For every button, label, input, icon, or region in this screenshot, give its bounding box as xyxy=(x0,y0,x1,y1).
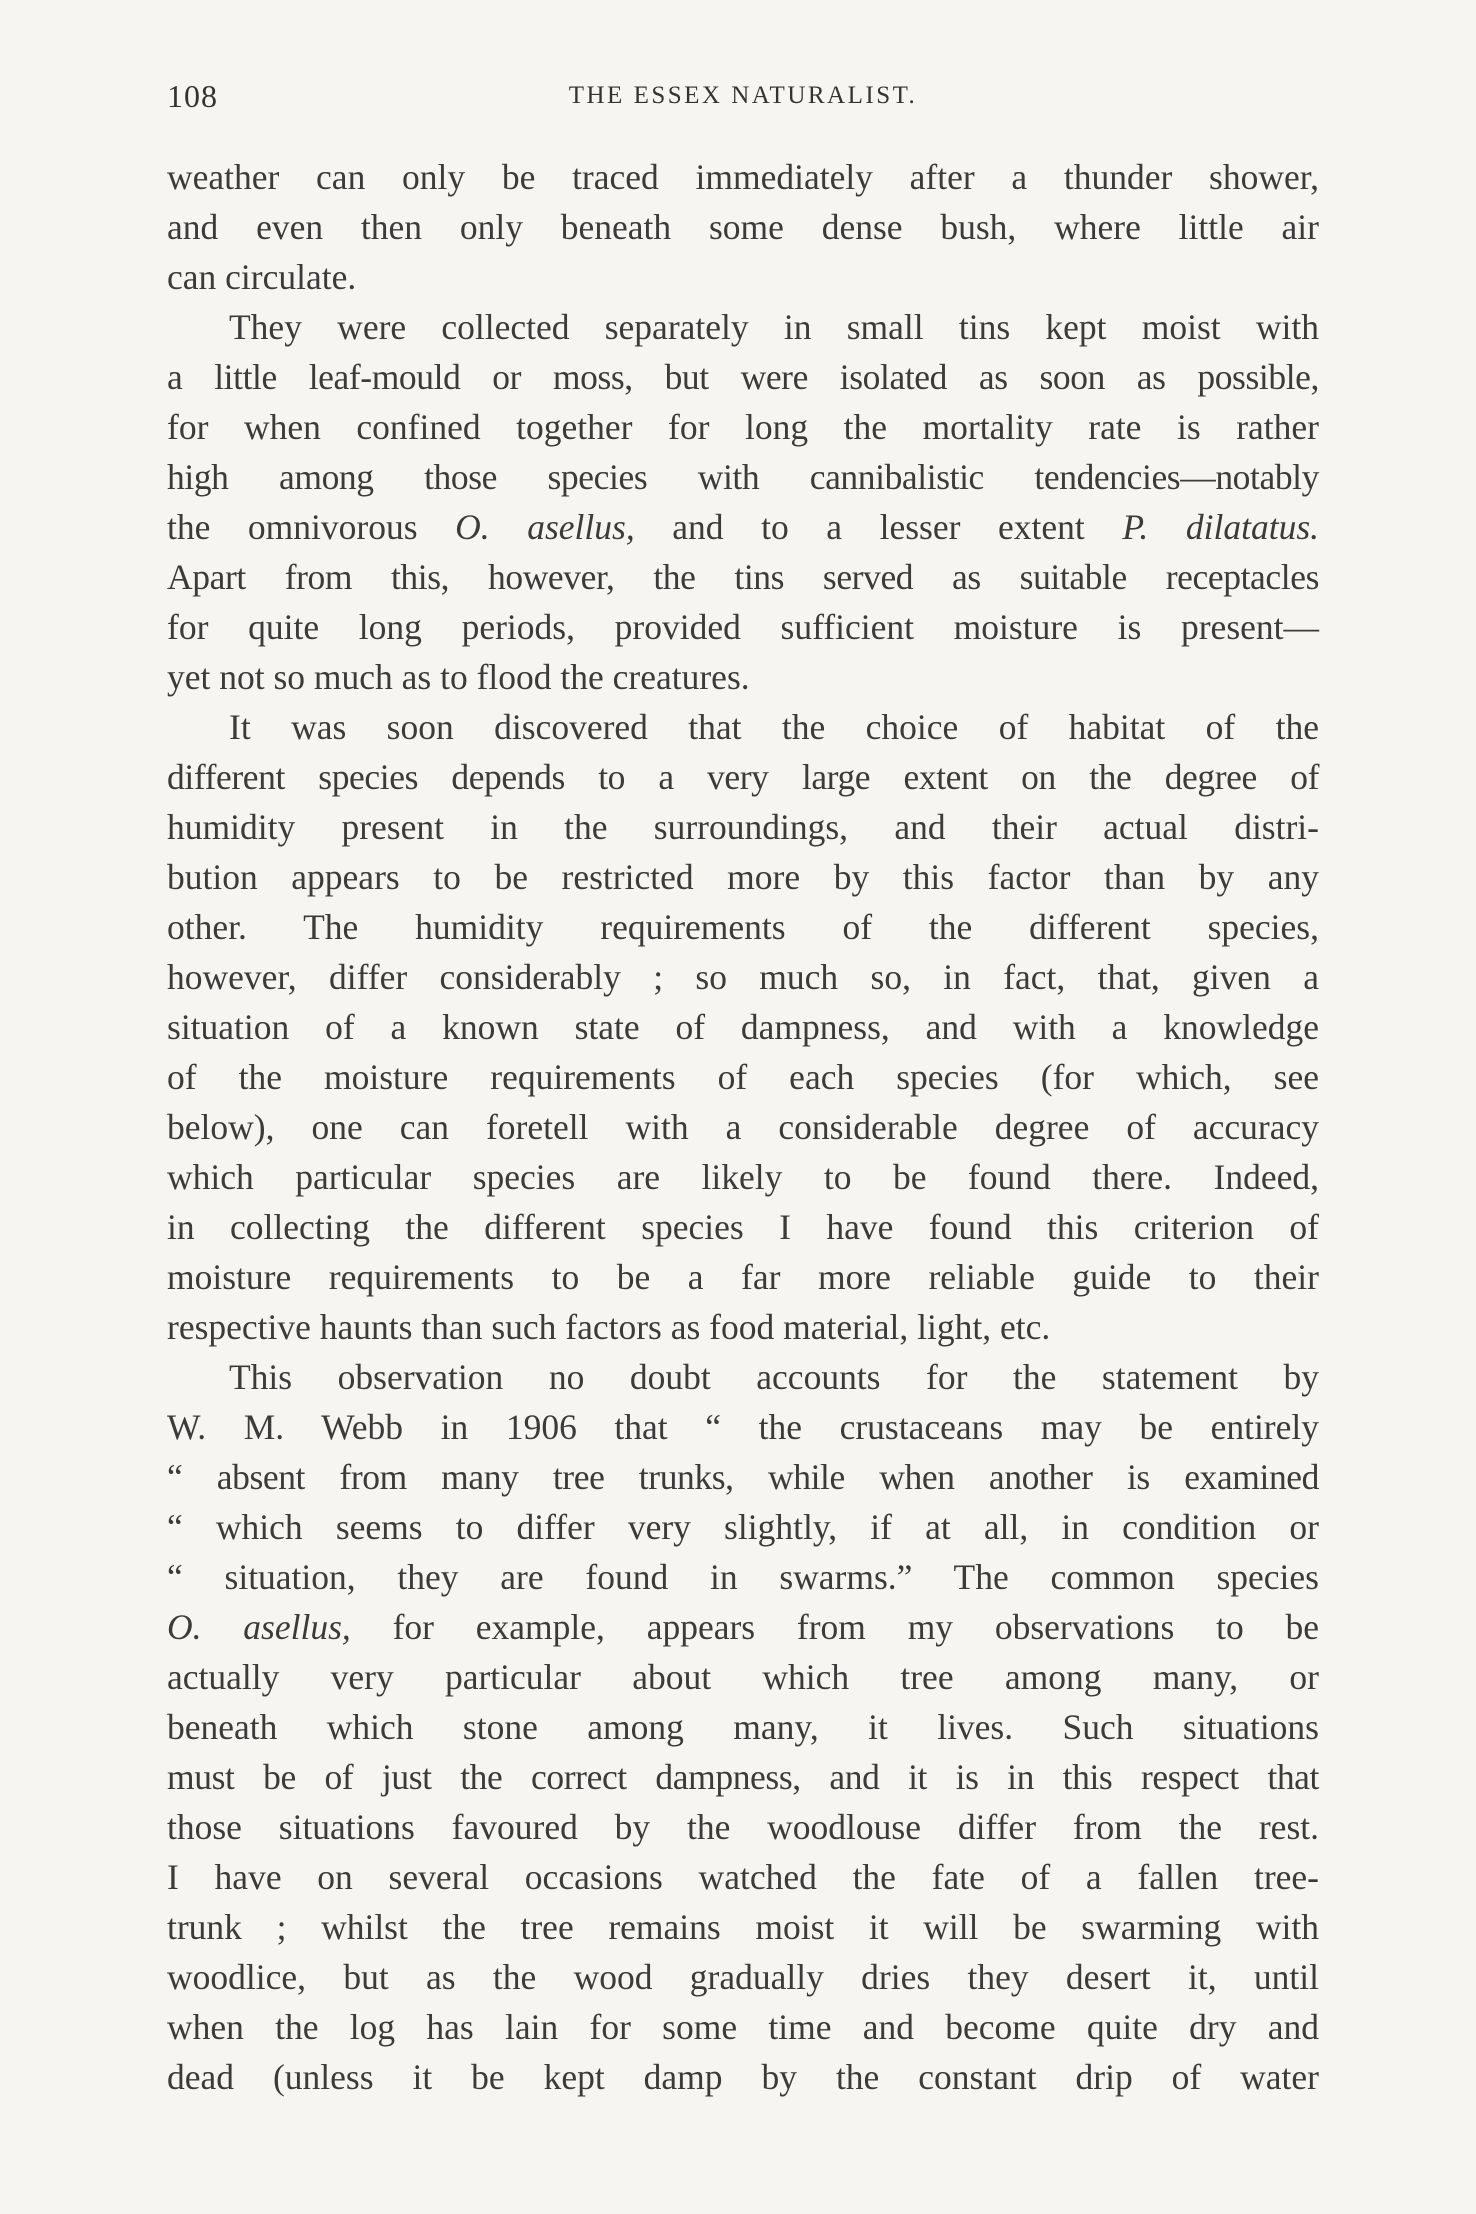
text-line: It was soon discovered that the choice of habitat of the xyxy=(229,707,1319,747)
species-name: O. asellus, xyxy=(167,1607,351,1647)
text-line: yet not so much as to flood the creatures. xyxy=(167,657,750,697)
text-segment: the omnivorous xyxy=(167,507,456,547)
text-line: actually very particular about which tree among many, or xyxy=(167,1657,1319,1697)
text-line: when the log has lain for some time and become quite dry and xyxy=(167,2007,1319,2047)
text-line: in collecting the different species I have found this criterion of xyxy=(167,1207,1319,1247)
text-line: W. M. Webb in 1906 that “ the crustaceans may be entirely xyxy=(167,1407,1319,1447)
text-line: however, differ considerably ; so much so, in fact, that, given a xyxy=(167,957,1319,997)
text-line: “ which seems to differ very slightly, if at all, in condition or xyxy=(167,1507,1319,1547)
text-line xyxy=(167,502,1319,552)
text-line: bution appears to be restricted more by this factor than by any xyxy=(167,857,1319,897)
text-line: situation of a known state of dampness, and with a knowledge xyxy=(167,1007,1319,1047)
journal-title: THE ESSEX NATURALIST. xyxy=(568,82,918,109)
text-line: of the moisture requirements of each species (for which, see xyxy=(167,1057,1319,1097)
text-line: respective haunts than such factors as food material, light, etc. xyxy=(167,1307,1051,1347)
text-line: high among those species with cannibalistic tendencies—notably xyxy=(167,457,1319,497)
text-line: must be of just the correct dampness, and it is in this respect that xyxy=(167,1757,1319,1797)
text-line: and even then only beneath some dense bush, where little air xyxy=(167,207,1319,247)
text-line: This observation no doubt accounts for the statement by xyxy=(229,1357,1319,1397)
text-line: I have on several occasions watched the fate of a fallen tree- xyxy=(167,1857,1319,1897)
text-line: They were collected separately in small tins kept moist with xyxy=(229,307,1319,347)
text-line: which particular species are likely to be found there. Indeed, xyxy=(167,1157,1319,1197)
text-line: other. The humidity requirements of the different species, xyxy=(167,907,1319,947)
text-line: a little leaf-mould or moss, but were isolated as soon as possible, xyxy=(167,357,1319,397)
text-line: Apart from this, however, the tins served as suitable receptacles xyxy=(167,557,1319,597)
text-segment: and to a lesser extent xyxy=(634,507,1123,547)
running-head xyxy=(167,78,1319,118)
species-name: P. dilatatus. xyxy=(1122,507,1320,547)
text-line: moisture requirements to be a far more reliable guide to their xyxy=(167,1257,1319,1297)
page-number: 108 xyxy=(167,78,218,114)
text-line: those situations favoured by the woodlouse differ from the rest. xyxy=(167,1807,1319,1847)
body-text xyxy=(167,152,1319,2102)
text-line: for quite long periods, provided sufficient moisture is present— xyxy=(167,607,1319,647)
text-line: dead (unless it be kept damp by the constant drip of water xyxy=(167,2057,1319,2097)
text-line: “ absent from many tree trunks, while when another is examined xyxy=(167,1457,1319,1497)
text-line: can circulate. xyxy=(167,257,357,297)
text-line: humidity present in the surroundings, and their actual distri- xyxy=(167,807,1319,847)
text-segment: for example, appears from my observations to be xyxy=(350,1607,1319,1647)
text-line: below), one can foretell with a considerable degree of accuracy xyxy=(167,1107,1319,1147)
text-line: weather can only be traced immediately after a thunder shower, xyxy=(167,157,1319,197)
text-line: different species depends to a very large extent on the degree of xyxy=(167,757,1319,797)
text-line: “ situation, they are found in swarms.” The common species xyxy=(167,1557,1319,1597)
species-name: O. asellus, xyxy=(455,507,635,547)
text-line: for when confined together for long the mortality rate is rather xyxy=(167,407,1319,447)
text-line: beneath which stone among many, it lives. Such situations xyxy=(167,1707,1319,1747)
text-line: woodlice, but as the wood gradually dries they desert it, until xyxy=(167,1957,1319,1997)
text-line xyxy=(167,1602,1319,1652)
text-line: trunk ; whilst the tree remains moist it will be swarming with xyxy=(167,1907,1319,1947)
